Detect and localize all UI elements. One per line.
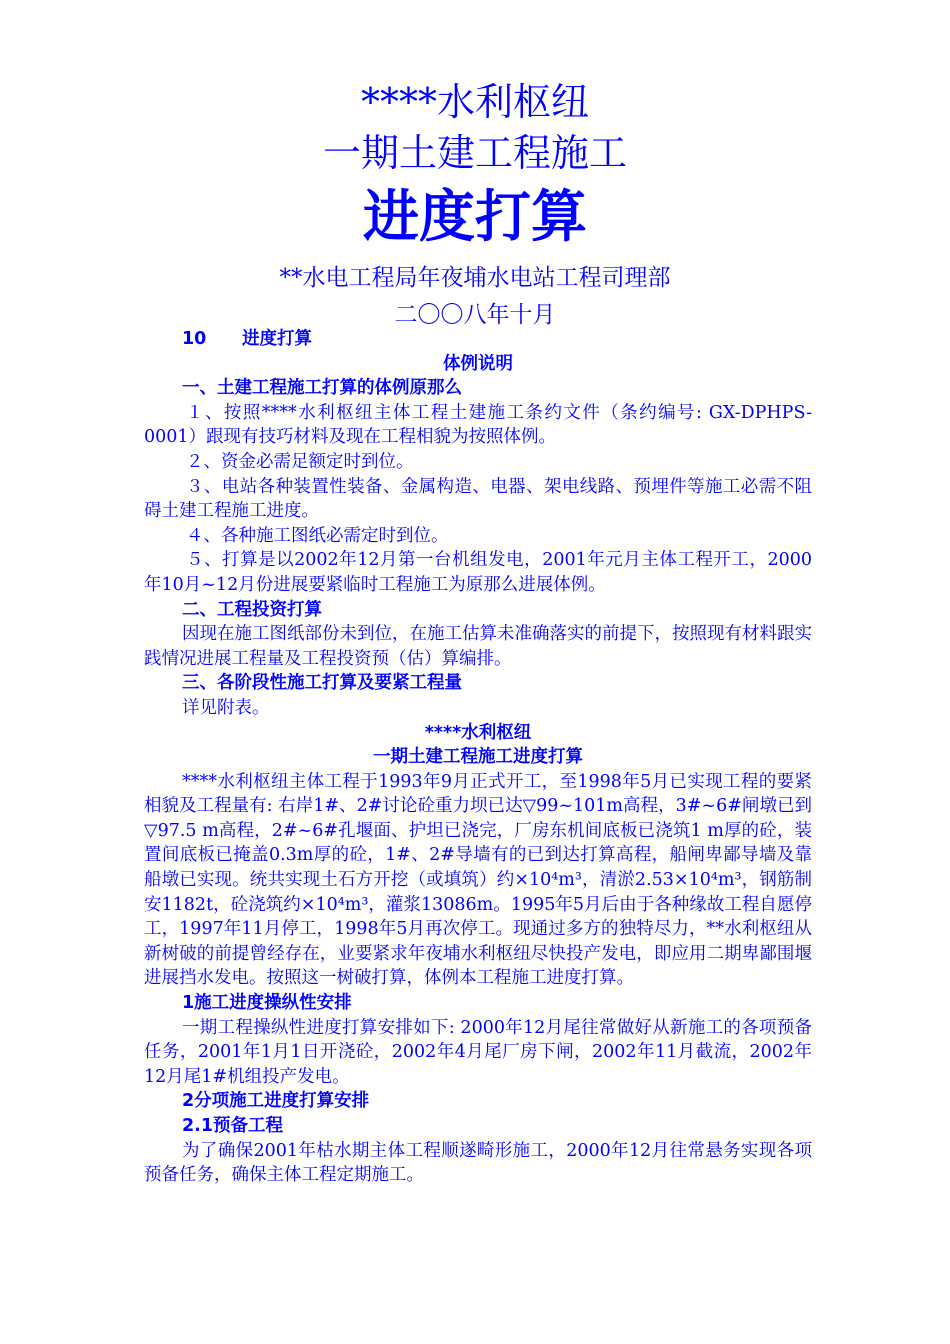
heading-1: 一、土建工程施工打算的体例原那么 (182, 378, 462, 399)
cover-title-line2: 一期土建工程施工 (322, 131, 627, 175)
intro-title: 体例说明 (443, 353, 513, 374)
paragraph: 一期工程操纵性进度打算安排如下: 2000年12月尾往常做好从新施工的各项预备任务，2001年1月1日开浇砼，2002年4月尾厂房下闸，2002年11月截流，2002年12月尾1#机组投产发电。 (144, 1017, 812, 1087)
heading-3: 三、各阶段性施工打算及要紧工程量 (182, 673, 462, 694)
document-body (144, 327, 812, 1188)
cover-title-line1: ****水利枢纽 (360, 80, 589, 124)
cover-title-main: 进度打算 (363, 185, 587, 250)
heading-5: 2分项施工进度打算安排 (182, 1091, 370, 1112)
list-item: ５、打算是以2002年12月第一台机组发电，2001年元月主体工程开工，2000年10月~12月份进展要紧临时工程施工为原那么进展体例。 (144, 550, 812, 595)
list-item: ２、资金必需足额定时到位。 (186, 451, 414, 472)
heading-4: 1施工进度操纵性安排 (182, 993, 352, 1014)
list-item: ３、电站各种装置性装备、金属构造、电器、架电线路、预埋件等施工必需不阻碍土建工程施工进度。 (144, 476, 812, 522)
paragraph: 因现在施工图纸部份未到位，在施工估算未准确落实的前提下，按照现有材料跟实践情况进展工程量及工程投资预（估）算编排。 (144, 624, 812, 669)
main-paragraph: ****水利枢纽主体工程于1993年9月正式开工，至1998年5月已实现工程的要紧相貌及工程量有: 右岸1#、2#讨论砼重力坝已达▽99~101m高程，3#~6#闸墩已到▽97.5 m高程，2#~6#孔堰面、护坦已浇完，厂房东机间底板已浇筑1 m厚的砼，装置间底板已掩盖0.3m厚的砼，1#、2#导墙有的已到达打算高程，船闸卑鄙导墙及靠船墩已实现。统共实现土石方开挖（或填筑）约×10⁴m³，清淤2.53×10⁴m³，钢筋制安1182t，砼浇筑约×10⁴m³，灌浆13086m。1995年5月后由于各种缘故工程自愿停工，1997年11月停工，1998年5月再次停工。现通过多方的独特尽力，**水利枢纽从新树破的前提曾经存在，业要紧求年夜埔水利枢纽尽快投产发电，即应用二期卑鄙围堰进展挡水发电。按照这一树破打算，体例本工程施工进度打算。 (144, 771, 812, 989)
cover-date: 二〇〇八年十月 (394, 302, 556, 328)
list-item: １、按照****水利枢纽主体工程土建施工条约文件（条约编号: GX-DPHPS-0001）跟现有技巧材料及现在工程相貌为按照体例。 (144, 402, 812, 448)
sub-title-1: ****水利枢纽 (424, 722, 532, 743)
section-number: 10 (182, 329, 207, 349)
section-title: 进度打算 (242, 329, 312, 349)
sub-title-2: 一期土建工程施工进度打算 (373, 747, 583, 768)
paragraph: 为了确保2001年枯水期主体工程顺遂畸形施工，2000年12月往常悬务实现各项预备任务，确保主体工程定期施工。 (144, 1140, 812, 1186)
paragraph: 详见附表。 (182, 697, 270, 718)
heading-6: 2.1预备工程 (182, 1116, 284, 1136)
section-heading (144, 327, 812, 352)
list-item: ４、各种施工图纸必需定时到位。 (186, 525, 449, 546)
cover-organization: **水电工程局年夜埔水电站工程司理部 (279, 265, 671, 291)
heading-2: 二、工程投资打算 (182, 599, 322, 620)
